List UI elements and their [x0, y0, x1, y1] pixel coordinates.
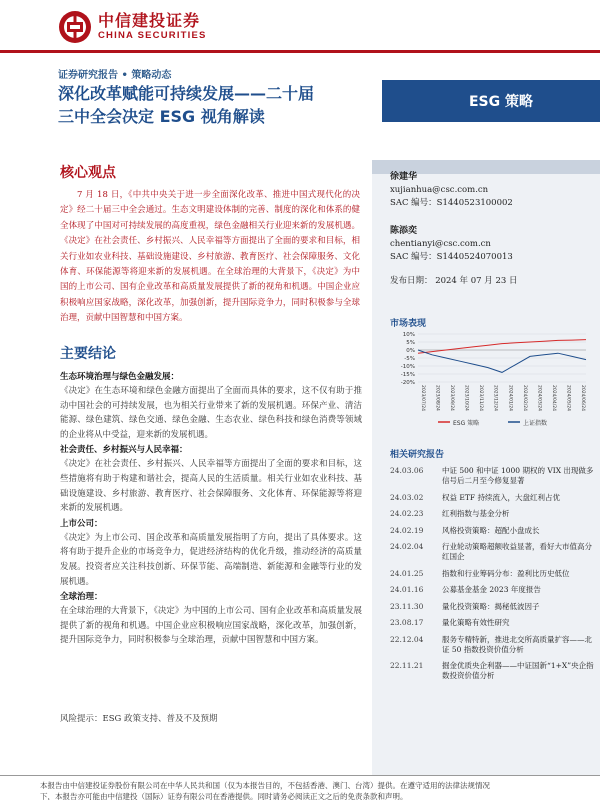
report-title — [58, 82, 368, 128]
related-report-title: 指数和行业筹码分布：盈利比历史低位 — [442, 568, 570, 578]
brand-name-en: CHINA SECURITIES — [98, 30, 207, 41]
related-report-item[interactable] — [390, 661, 595, 681]
related-report-title: 量化策略有效性研究 — [442, 618, 510, 627]
chart-y-tick: -15% — [400, 372, 415, 378]
related-report-date: 24.02.04 — [390, 542, 424, 551]
section-body: 《决定》为上市公司、国企改革和高质量发展指明了方向，提出了具体要求。这将有助于提升企业的市场竞争力，促进经济结构的优化升级，推动经济的高质量发展。投资者应关注科技创新、环保节能、高端制造、新能源和金融等行业的发展机遇。 — [60, 532, 362, 587]
header-rule — [0, 50, 600, 53]
related-report-date: 23.11.30 — [390, 601, 424, 611]
chart-x-tick: 2023/09/24 — [449, 385, 455, 411]
analyst-email[interactable]: xujianhua@csc.com.cn — [390, 185, 489, 195]
section-body: 《决定》在社会责任、乡村振兴、人民幸福等方面提出了全面的要求和目标，这些措施将有助于构建和谐社会，提高人民的生活质量。相关行业如农业科技、基础设施建设、乡村旅游、教育医疗、社会保障服务、文化体育、环保能源等将迎来新的发展机遇。 — [60, 459, 362, 514]
related-report-title: 服务专精特新，推进北交所高质量扩容——北证 50 指数投资价值分析 — [442, 634, 592, 654]
chart-x-tick: 2023/12/24 — [492, 385, 498, 411]
related-report-item[interactable] — [390, 526, 595, 536]
related-report-title: 量化投资策略：揭秘低波因子 — [442, 601, 540, 611]
brand-name-cn: 中信建投证券 — [98, 11, 201, 30]
strategy-badge-label: ESG 策略 — [468, 94, 533, 110]
chart-x-tick: 2024/03/24 — [536, 385, 542, 411]
related-report-item[interactable] — [390, 542, 595, 562]
chart-y-tick: 0% — [406, 348, 415, 354]
core-heading: 核心观点 — [60, 165, 116, 181]
report-type: 证券研究报告 • 策略动态 — [58, 70, 172, 81]
series-line-esg — [418, 340, 586, 354]
performance-title: 市场表现 — [390, 319, 427, 329]
related-report-item[interactable] — [390, 493, 595, 503]
analyst-name: 徐建华 — [390, 172, 418, 182]
section-title: 社会责任、乡村振兴与人民幸福： — [60, 445, 188, 456]
chart-x-tick: 2024/05/24 — [565, 385, 571, 411]
related-report-item[interactable] — [390, 569, 595, 579]
related-report-item[interactable] — [390, 618, 595, 628]
main-heading: 主要结论 — [60, 346, 116, 362]
report-title-line2: 三中全会决定 ESG 视角解读 — [58, 107, 265, 126]
chart-y-tick: -5% — [404, 356, 415, 362]
core-paragraph: 7 月 18 日，《中共中央关于进一步全面深化改革、推进中国式现代化的决定》经二十届三中全会通过。生态文明建设体制的完善、制度的深化和体系的健全体现了中国对可持续发展的高度重视，绿色金融相关行业迎来新的发展机遇。《决定》在社会责任、乡村振兴、人民幸福等方面提出了全面的要求和目标，相关行业如农业科技、基础设施建设、乡村旅游、教育医疗、社会保障服务、文化体育、环保能源等将迎来新的发展机遇。在全球治理的大背景下，《决定》为中国的上市公司、国有企业改革和高质量发展提供了新的视角和机遇。中国企业应积极响应国家战略，深化改革，加强创新，提升国际竞争力，同时积极参与全球治理，贡献中国智慧和中国方案。 — [60, 190, 360, 324]
related-report-date: 24.01.16 — [390, 585, 424, 594]
chart-y-tick: -20% — [400, 380, 415, 386]
related-report-item[interactable] — [390, 466, 595, 486]
analyst-email[interactable]: chentianyi@csc.com.cn — [390, 239, 491, 249]
related-report-date: 24.03.06 — [390, 466, 424, 475]
footer-rule — [0, 775, 600, 776]
related-report-title: 公募基金基金 2023 年度报告 — [442, 585, 541, 594]
related-report-item[interactable] — [390, 635, 595, 655]
brand-logo — [58, 10, 207, 44]
legend-label-index: 上证指数 — [523, 420, 548, 427]
analyst-name: 陈添奕 — [390, 226, 418, 236]
chart-y-tick: 10% — [402, 332, 415, 338]
related-list — [390, 466, 595, 688]
disclaimer — [40, 780, 600, 800]
related-report-title: 权益 ETF 持续流入，大盘红利占优 — [442, 492, 560, 502]
chart-x-tick: 2024/02/24 — [521, 385, 527, 411]
chart-x-tick: 2024/06/24 — [580, 385, 585, 411]
related-report-title: 掘金优质央企利器——中证国新“1+X”央企指数投资价值分析 — [442, 661, 594, 680]
logo-icon — [58, 10, 92, 44]
related-report-date: 22.11.21 — [390, 661, 424, 670]
related-report-date: 23.08.17 — [390, 618, 424, 627]
risk-notice: 风险提示：ESG 政策支持、普及不及预期 — [60, 714, 218, 724]
section-body: 《决定》在生态环境和绿色金融方面提出了全面而具体的要求，这不仅有助于推动中国社会的可持续发展，也为相关行业带来了新的发展机遇。环保产业、清洁能源、绿色建筑、绿色交通、绿色金融、生态农业、绿色科技和绿色消费等领域的企业将从中受益，迎来新的发展机遇。 — [60, 386, 362, 440]
chart-x-tick: 2023/07/24 — [420, 385, 425, 411]
chart-y-tick: 5% — [406, 340, 415, 346]
conclusions-list — [60, 370, 362, 649]
related-report-date: 24.01.25 — [390, 568, 424, 578]
section-title: 上市公司： — [60, 518, 103, 529]
analyst-sac: SAC 编号：S1440523100002 — [390, 198, 513, 208]
related-report-item[interactable] — [390, 602, 595, 612]
chart-x-tick: 2024/01/24 — [507, 385, 513, 411]
related-report-item[interactable] — [390, 585, 595, 595]
related-title: 相关研究报告 — [390, 450, 445, 460]
related-report-item[interactable] — [390, 509, 595, 519]
related-report-date: 24.03.02 — [390, 492, 424, 502]
analyst-card — [390, 224, 590, 264]
performance-chart — [390, 330, 590, 430]
chart-x-tick: 2023/10/24 — [463, 385, 469, 411]
related-report-title: 红利指数与基金分析 — [442, 509, 510, 518]
publish-date: 发布日期： 2024 年 07 月 23 日 — [390, 276, 518, 286]
related-report-title: 行业轮动策略超额收益显著，看好大市值高分红国企 — [442, 542, 592, 561]
strategy-badge — [382, 80, 600, 122]
report-title-line1: 深化改革赋能可持续发展——二十届 — [58, 84, 315, 103]
related-report-date: 24.02.19 — [390, 525, 424, 535]
disclaimer-line: 本报告由中信建投证券股份有限公司在中华人民共和国（仅为本报告目的，不包括香港、澳门、台湾）提供。在遵守适用的法律法规情况 — [40, 781, 490, 790]
related-report-title: 风格投资策略：超配小盘成长 — [442, 525, 540, 535]
section-body: 在全球治理的大背景下，《决定》为中国的上市公司、国有企业改革和高质量发展提供了新的视角和机遇。中国企业应积极响应国家战略，深化改革，加强创新，提升国际竞争力，同时积极参与全球治理，贡献中国智慧和中国方案。 — [60, 606, 362, 646]
legend-label-esg: ESG 策略 — [453, 420, 480, 427]
analyst-card — [390, 170, 590, 210]
related-report-title: 中证 500 和中证 1000 期权的 VIX 出现做多信号后二月至今修复显著 — [442, 466, 594, 485]
section-title: 全球治理： — [60, 592, 103, 603]
chart-x-tick: 2023/11/24 — [478, 385, 484, 411]
disclaimer-line: 下，本报告亦可能由中信建投（国际）证券有限公司在香港提供。同时请务必阅读正文之后的免责条款和声明。 — [40, 792, 408, 800]
chart-y-tick: -10% — [400, 364, 415, 370]
related-report-date: 24.02.23 — [390, 509, 424, 518]
analyst-sac: SAC 编号：S1440524070013 — [390, 252, 513, 262]
section-title: 生态环境治理与绿色金融发展： — [60, 372, 180, 382]
related-report-date: 22.12.04 — [390, 634, 424, 644]
chart-x-tick: 2024/04/24 — [550, 385, 556, 411]
series-line-index — [418, 350, 586, 372]
chart-x-tick: 2023/08/24 — [434, 385, 440, 411]
